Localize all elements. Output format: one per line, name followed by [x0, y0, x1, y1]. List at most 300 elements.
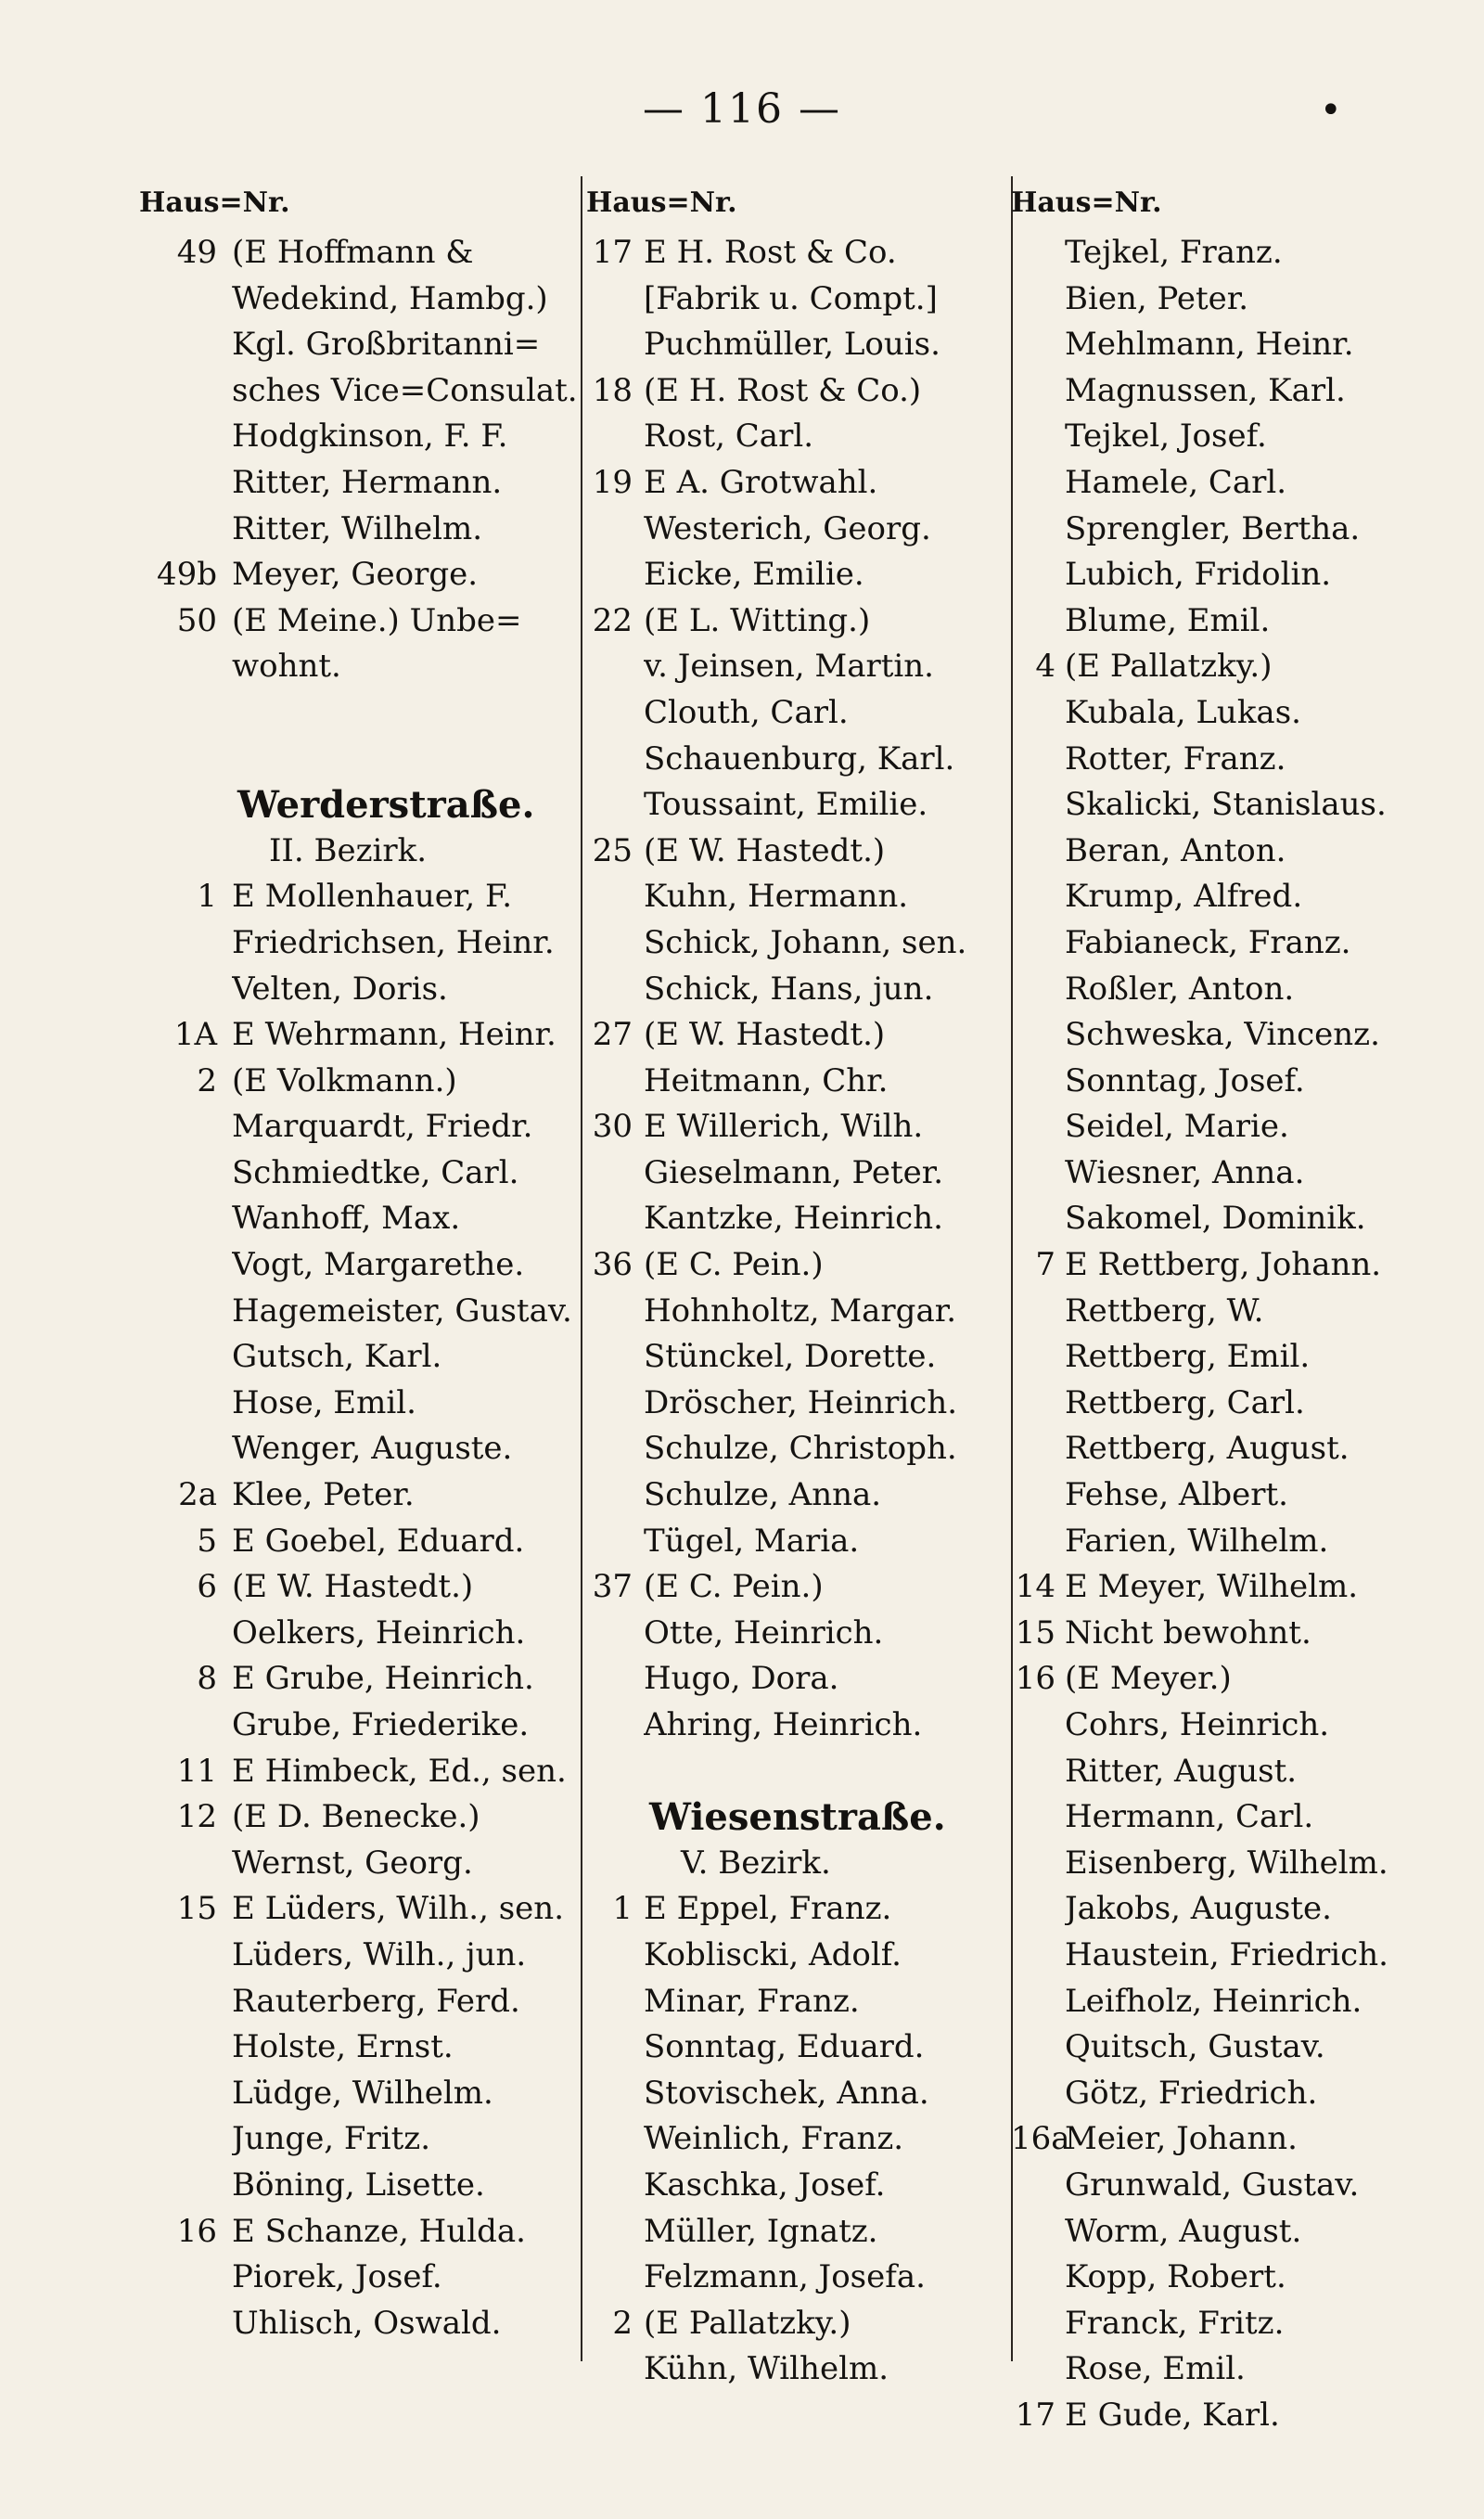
directory-entry — [139, 1611, 580, 1657]
house-number: 15 — [1015, 1613, 1055, 1651]
resident-name: Holste, Ernst. — [232, 2028, 454, 2066]
resident-name: Fehse, Albert. — [1065, 1476, 1288, 1514]
directory-entry — [1011, 2116, 1475, 2163]
resident-name: E Wehrmann, Heinr. — [232, 1016, 556, 1054]
directory-entry — [1011, 1426, 1475, 1472]
house-number: 19 — [592, 463, 633, 501]
house-number — [1011, 1334, 1065, 1381]
directory-entry — [139, 1472, 580, 1519]
house-number: 49 — [176, 234, 217, 271]
resident-name: (E Pallatzky.) — [644, 2304, 851, 2342]
district-name: V. Bezirk. — [681, 1844, 831, 1882]
house-number — [1011, 1519, 1065, 1565]
resident-name: Hagemeister, Gustav. — [232, 1292, 572, 1330]
house-number — [1011, 2255, 1065, 2301]
directory-entry — [139, 1426, 580, 1472]
directory-entry — [1011, 1289, 1475, 1335]
directory-entry — [586, 737, 1015, 783]
resident-name: Marquardt, Friedr. — [232, 1108, 533, 1146]
resident-name: Wenger, Auguste. — [232, 1430, 513, 1468]
house-number — [586, 2209, 644, 2256]
house-number — [586, 2163, 644, 2209]
resident-name: [Fabrik u. Compt.] — [644, 279, 938, 317]
resident-name: sches Vice=Consulat. — [232, 371, 578, 409]
house-number — [586, 1334, 644, 1381]
resident-name: Rotter, Franz. — [1065, 739, 1286, 778]
directory-entry — [586, 2071, 1015, 2117]
resident-name: (E W. Hastedt.) — [644, 1016, 886, 1054]
house-number — [1011, 2301, 1065, 2347]
directory-entry — [139, 1794, 580, 1841]
directory-entry — [586, 1150, 1015, 1197]
house-number — [586, 1519, 644, 1565]
directory-entry — [586, 920, 1015, 967]
directory-entry — [1011, 2163, 1475, 2209]
resident-name: Clouth, Carl. — [644, 693, 849, 731]
house-number — [1011, 737, 1065, 783]
house-number — [1011, 322, 1065, 368]
resident-name: Tejkel, Josef. — [1065, 418, 1267, 456]
directory-entry — [586, 1426, 1015, 1472]
house-number — [139, 829, 232, 875]
house-number — [1011, 2209, 1065, 2256]
resident-name: Heitmann, Chr. — [644, 1061, 889, 1099]
directory-entry — [1011, 1150, 1475, 1197]
house-number — [139, 322, 232, 368]
street-heading — [586, 1794, 1015, 1841]
house-number — [1011, 460, 1065, 507]
directory-entry — [1011, 874, 1475, 920]
house-number — [1011, 368, 1065, 415]
directory-entry — [1011, 1334, 1475, 1381]
resident-name: Farien, Wilhelm. — [1065, 1522, 1329, 1560]
house-number — [139, 737, 232, 783]
resident-name: Schweska, Vincenz. — [1065, 1016, 1380, 1054]
resident-name: (E Volkmann.) — [232, 1061, 457, 1099]
resident-name: Ritter, Hermann. — [232, 463, 503, 501]
resident-name: Roßler, Anton. — [1065, 970, 1295, 1008]
directory-entry — [586, 2116, 1015, 2163]
resident-name: (E H. Rost & Co.) — [644, 371, 922, 409]
resident-name: Nicht bewohnt. — [1065, 1613, 1311, 1651]
directory-entry — [586, 2209, 1015, 2256]
directory-entry — [139, 1012, 580, 1059]
directory-entry — [586, 1656, 1015, 1703]
resident-name: Tejkel, Franz. — [1065, 234, 1283, 271]
directory-entry — [1011, 2024, 1475, 2071]
house-number — [1011, 552, 1065, 598]
directory-entry — [139, 552, 580, 598]
house-number — [139, 1703, 232, 1749]
directory-entry — [1011, 1564, 1475, 1611]
resident-name: Wernst, Georg. — [232, 1844, 473, 1882]
resident-name: Magnussen, Karl. — [1065, 371, 1346, 409]
directory-entry — [586, 2301, 1015, 2347]
resident-name: Seidel, Marie. — [1065, 1108, 1289, 1146]
directory-entry — [1011, 507, 1475, 553]
directory-entry — [1011, 1611, 1475, 1657]
house-number — [1011, 1059, 1065, 1105]
resident-name: E Rettberg, Johann. — [1065, 1246, 1382, 1284]
house-number: 22 — [592, 601, 633, 639]
resident-name — [232, 737, 580, 783]
resident-name: Schmiedtke, Carl. — [232, 1153, 519, 1191]
spacer-row — [139, 690, 580, 737]
house-number — [586, 322, 644, 368]
house-number: 30 — [592, 1108, 633, 1146]
house-number — [586, 2071, 644, 2117]
resident-name: (E W. Hastedt.) — [644, 831, 886, 869]
directory-entry — [1011, 1933, 1475, 1979]
directory-entry — [1011, 2255, 1475, 2301]
house-number — [1011, 920, 1065, 967]
house-number — [139, 2024, 232, 2071]
directory-entry — [139, 322, 580, 368]
directory-entry — [139, 1564, 580, 1611]
house-number — [586, 1472, 644, 1519]
house-number — [586, 1979, 644, 2025]
resident-name: Westerich, Georg. — [644, 509, 931, 547]
directory-entry — [1011, 782, 1475, 829]
house-number — [139, 368, 232, 415]
house-number — [586, 967, 644, 1013]
resident-name: Ritter, August. — [1065, 1752, 1298, 1790]
resident-name: Hamele, Carl. — [1065, 463, 1287, 501]
house-number — [139, 782, 232, 829]
resident-name: Stünckel, Dorette. — [644, 1338, 937, 1376]
directory-entry — [1011, 2346, 1475, 2393]
directory-entry — [1011, 460, 1475, 507]
house-number — [1011, 829, 1065, 875]
house-number: 25 — [592, 831, 633, 869]
resident-name: Uhlisch, Oswald. — [232, 2304, 502, 2342]
resident-name: Jakobs, Auguste. — [1065, 1890, 1332, 1928]
house-number — [1011, 1886, 1065, 1933]
resident-name: (E C. Pein.) — [644, 1568, 824, 1606]
house-number: 36 — [592, 1246, 633, 1284]
district-label — [586, 1841, 1015, 1887]
resident-name: Rose, Emil. — [1065, 2350, 1246, 2388]
resident-name: Kubala, Lukas. — [1065, 693, 1301, 731]
directory-entry — [139, 1150, 580, 1197]
house-number — [586, 2346, 644, 2393]
house-number — [139, 1426, 232, 1472]
resident-name: Puchmüller, Louis. — [644, 326, 940, 364]
resident-name: Hugo, Dora. — [644, 1660, 839, 1698]
resident-name: Gieselmann, Peter. — [644, 1153, 944, 1191]
directory-entry — [586, 598, 1015, 645]
directory-entry — [139, 2024, 580, 2071]
house-number — [139, 2071, 232, 2117]
house-number — [139, 967, 232, 1013]
resident-name: Schick, Hans, jun. — [644, 970, 934, 1008]
resident-name: E Willerich, Wilh. — [644, 1108, 924, 1146]
entries-list — [139, 230, 580, 2346]
house-number — [1011, 1150, 1065, 1197]
house-number — [586, 1196, 644, 1242]
house-number — [139, 1289, 232, 1335]
house-number — [586, 737, 644, 783]
column-3 — [1011, 176, 1475, 2514]
resident-name: E Mollenhauer, F. — [232, 878, 513, 916]
house-number — [586, 1381, 644, 1427]
resident-name: Hose, Emil. — [232, 1383, 416, 1421]
directory-entry — [1011, 230, 1475, 276]
resident-name: Franck, Fritz. — [1065, 2304, 1285, 2342]
house-number — [1011, 782, 1065, 829]
house-number — [586, 1933, 644, 1979]
resident-name: Fabianeck, Franz. — [1065, 923, 1351, 961]
house-number — [586, 2255, 644, 2301]
house-number — [586, 1794, 644, 1841]
resident-name: Kobliscki, Adolf. — [644, 1935, 902, 1973]
house-number: 50 — [176, 601, 217, 639]
resident-name: E Eppel, Franz. — [644, 1890, 892, 1928]
column-1 — [139, 176, 580, 2514]
house-number — [139, 460, 232, 507]
resident-name: E A. Grotwahl. — [644, 463, 878, 501]
directory-entry — [139, 967, 580, 1013]
column-2 — [586, 176, 1015, 2514]
resident-name: Blume, Emil. — [1065, 601, 1271, 639]
house-number — [139, 276, 232, 323]
house-number — [1011, 1794, 1065, 1841]
house-number — [1011, 276, 1065, 323]
resident-name: Beran, Anton. — [1065, 831, 1286, 869]
resident-name: Rettberg, Emil. — [1065, 1338, 1311, 1376]
house-number — [1011, 1381, 1065, 1427]
resident-name: (E W. Hastedt.) — [232, 1568, 474, 1606]
page-number: — 116 — — [643, 85, 841, 133]
directory-entry — [139, 2209, 580, 2256]
resident-name: Grunwald, Gustav. — [1065, 2166, 1360, 2204]
house-number — [586, 1059, 644, 1105]
resident-name: Wanhoff, Max. — [232, 1200, 461, 1238]
house-number: 12 — [176, 1798, 217, 1836]
resident-name: Tügel, Maria. — [644, 1522, 860, 1560]
house-number — [586, 1611, 644, 1657]
directory-entry — [139, 1933, 580, 1979]
house-number — [1011, 967, 1065, 1013]
resident-name: Ahring, Heinrich. — [644, 1706, 923, 1743]
directory-entry — [139, 368, 580, 415]
resident-name: Wedekind, Hambg.) — [232, 279, 548, 317]
resident-name: Sonntag, Josef. — [1065, 1061, 1305, 1099]
resident-name: Mehlmann, Heinr. — [1065, 326, 1354, 364]
directory-entry — [139, 1242, 580, 1289]
resident-name: Hermann, Carl. — [1065, 1798, 1314, 1836]
resident-name: (E Meine.) Unbe= — [232, 601, 522, 639]
resident-name: Weinlich, Franz. — [644, 2120, 904, 2158]
directory-entry — [586, 230, 1015, 276]
house-number: 2a — [178, 1476, 217, 1514]
house-number — [1011, 414, 1065, 460]
house-number: 1A — [173, 1016, 217, 1054]
directory-entry — [1011, 1059, 1475, 1105]
house-number — [586, 1656, 644, 1703]
directory-entry — [1011, 276, 1475, 323]
resident-name: Piorek, Josef. — [232, 2258, 442, 2296]
directory-entry — [586, 967, 1015, 1013]
resident-name: Cohrs, Heinrich. — [1065, 1706, 1330, 1743]
directory-entry — [1011, 368, 1475, 415]
resident-name: Schulze, Anna. — [644, 1476, 882, 1514]
directory-entry — [139, 2071, 580, 2117]
house-number-header: Haus=Nr. — [1011, 186, 1162, 219]
resident-name: Kaschka, Josef. — [644, 2166, 886, 2204]
house-number — [1011, 1012, 1065, 1059]
house-number — [1011, 2024, 1065, 2071]
house-number: 11 — [176, 1752, 217, 1790]
house-number — [1011, 2163, 1065, 2209]
directory-entry — [139, 920, 580, 967]
house-number: 37 — [592, 1568, 633, 1606]
resident-name: Schulze, Christoph. — [644, 1430, 957, 1468]
resident-name: Klee, Peter. — [232, 1476, 415, 1514]
resident-name: Velten, Doris. — [232, 970, 448, 1008]
house-number — [139, 1150, 232, 1197]
house-number — [586, 874, 644, 920]
directory-entry — [139, 1749, 580, 1795]
resident-name: Müller, Ignatz. — [644, 2212, 878, 2250]
resident-name: Sprengler, Bertha. — [1065, 509, 1361, 547]
house-number — [139, 920, 232, 967]
house-number: 1 — [197, 878, 217, 916]
directory-entry — [1011, 690, 1475, 737]
resident-name: (E Meyer.) — [1065, 1660, 1232, 1698]
directory-entry — [1011, 644, 1475, 690]
house-number: 15 — [176, 1890, 217, 1928]
house-number — [1011, 1472, 1065, 1519]
house-number — [139, 1841, 232, 1887]
resident-name: Sakomel, Dominik. — [1065, 1200, 1366, 1238]
directory-entry — [586, 1334, 1015, 1381]
house-number: 16a — [1011, 2120, 1070, 2158]
directory-entry — [139, 1059, 580, 1105]
directory-entry — [1011, 737, 1475, 783]
house-number — [586, 552, 644, 598]
directory-entry — [1011, 1381, 1475, 1427]
house-number: 14 — [1015, 1568, 1055, 1606]
house-number — [139, 1242, 232, 1289]
directory-entry — [139, 1886, 580, 1933]
house-number: 16 — [1015, 1660, 1055, 1698]
directory-entry — [1011, 1979, 1475, 2025]
directory-entry — [139, 1979, 580, 2025]
house-number — [1011, 1196, 1065, 1242]
directory-entry — [586, 507, 1015, 553]
directory-entry — [586, 1564, 1015, 1611]
directory-entry — [139, 414, 580, 460]
directory-entry — [586, 2024, 1015, 2071]
house-number — [586, 920, 644, 967]
resident-name: Hodgkinson, F. F. — [232, 418, 508, 456]
corner-mark: • — [1320, 89, 1342, 132]
directory-entry — [1011, 1749, 1475, 1795]
directory-entry — [1011, 322, 1475, 368]
directory-entry — [139, 1381, 580, 1427]
resident-name: Kuhn, Hermann. — [644, 878, 909, 916]
directory-entry — [139, 276, 580, 323]
house-number — [1011, 1841, 1065, 1887]
directory-entry — [1011, 1886, 1475, 1933]
directory-entry — [1011, 920, 1475, 967]
house-number: 2 — [197, 1061, 217, 1099]
resident-name: (E C. Pein.) — [644, 1246, 824, 1284]
directory-entry — [586, 1104, 1015, 1150]
directory-entry — [586, 782, 1015, 829]
house-number — [586, 782, 644, 829]
directory-entry — [139, 1656, 580, 1703]
district-name: II. Bezirk. — [269, 831, 428, 869]
resident-name: Kgl. Großbritanni= — [232, 326, 541, 364]
directory-entry — [586, 1611, 1015, 1657]
resident-name: Rauterberg, Ferd. — [232, 1982, 520, 2020]
resident-name: Hohnholtz, Margar. — [644, 1292, 957, 1330]
resident-name: (E L. Witting.) — [644, 601, 871, 639]
resident-name: Eicke, Emilie. — [644, 556, 864, 594]
resident-name: Schauenburg, Karl. — [644, 739, 955, 778]
resident-name: Kühn, Wilhelm. — [644, 2350, 889, 2388]
directory-entry — [1011, 414, 1475, 460]
resident-name: wohnt. — [232, 648, 341, 686]
directory-entry — [139, 230, 580, 276]
resident-name: Felzmann, Josefa. — [644, 2258, 926, 2296]
house-number — [1011, 1933, 1065, 1979]
house-number: 49b — [156, 556, 217, 594]
house-number — [139, 2116, 232, 2163]
directory-entry — [586, 1012, 1015, 1059]
resident-name: Krump, Alfred. — [1065, 878, 1303, 916]
resident-name: Otte, Heinrich. — [644, 1613, 884, 1651]
directory-entry — [586, 368, 1015, 415]
house-number — [1011, 1979, 1065, 2025]
directory-entry — [1011, 2071, 1475, 2117]
house-number — [139, 1334, 232, 1381]
directory-entry — [586, 322, 1015, 368]
house-number — [139, 2163, 232, 2209]
resident-name: Wiesner, Anna. — [1065, 1153, 1305, 1191]
directory-entry — [586, 552, 1015, 598]
resident-name: Rettberg, W. — [1065, 1292, 1264, 1330]
directory-entry — [586, 1979, 1015, 2025]
house-number — [139, 1196, 232, 1242]
directory-entry — [139, 2255, 580, 2301]
house-number: 27 — [592, 1016, 633, 1054]
house-number — [1011, 874, 1065, 920]
resident-name: E Goebel, Eduard. — [232, 1522, 525, 1560]
house-number — [1011, 1289, 1065, 1335]
resident-name — [232, 690, 580, 737]
resident-name: Grube, Friederike. — [232, 1706, 530, 1743]
resident-name: Worm, August. — [1065, 2212, 1302, 2250]
directory-entry — [139, 1334, 580, 1381]
resident-name: Meier, Johann. — [1065, 2120, 1298, 2158]
street-heading — [139, 782, 580, 829]
directory-entry — [1011, 1519, 1475, 1565]
directory-entry — [139, 1196, 580, 1242]
directory-entry — [586, 2346, 1015, 2393]
house-number — [586, 1703, 644, 1749]
directory-entry — [586, 1196, 1015, 1242]
district-label — [139, 829, 580, 875]
column-divider — [581, 176, 582, 2361]
house-number — [1011, 2346, 1065, 2393]
house-number — [586, 2024, 644, 2071]
directory-entry — [1011, 967, 1475, 1013]
house-number — [586, 276, 644, 323]
directory-entry — [586, 2163, 1015, 2209]
